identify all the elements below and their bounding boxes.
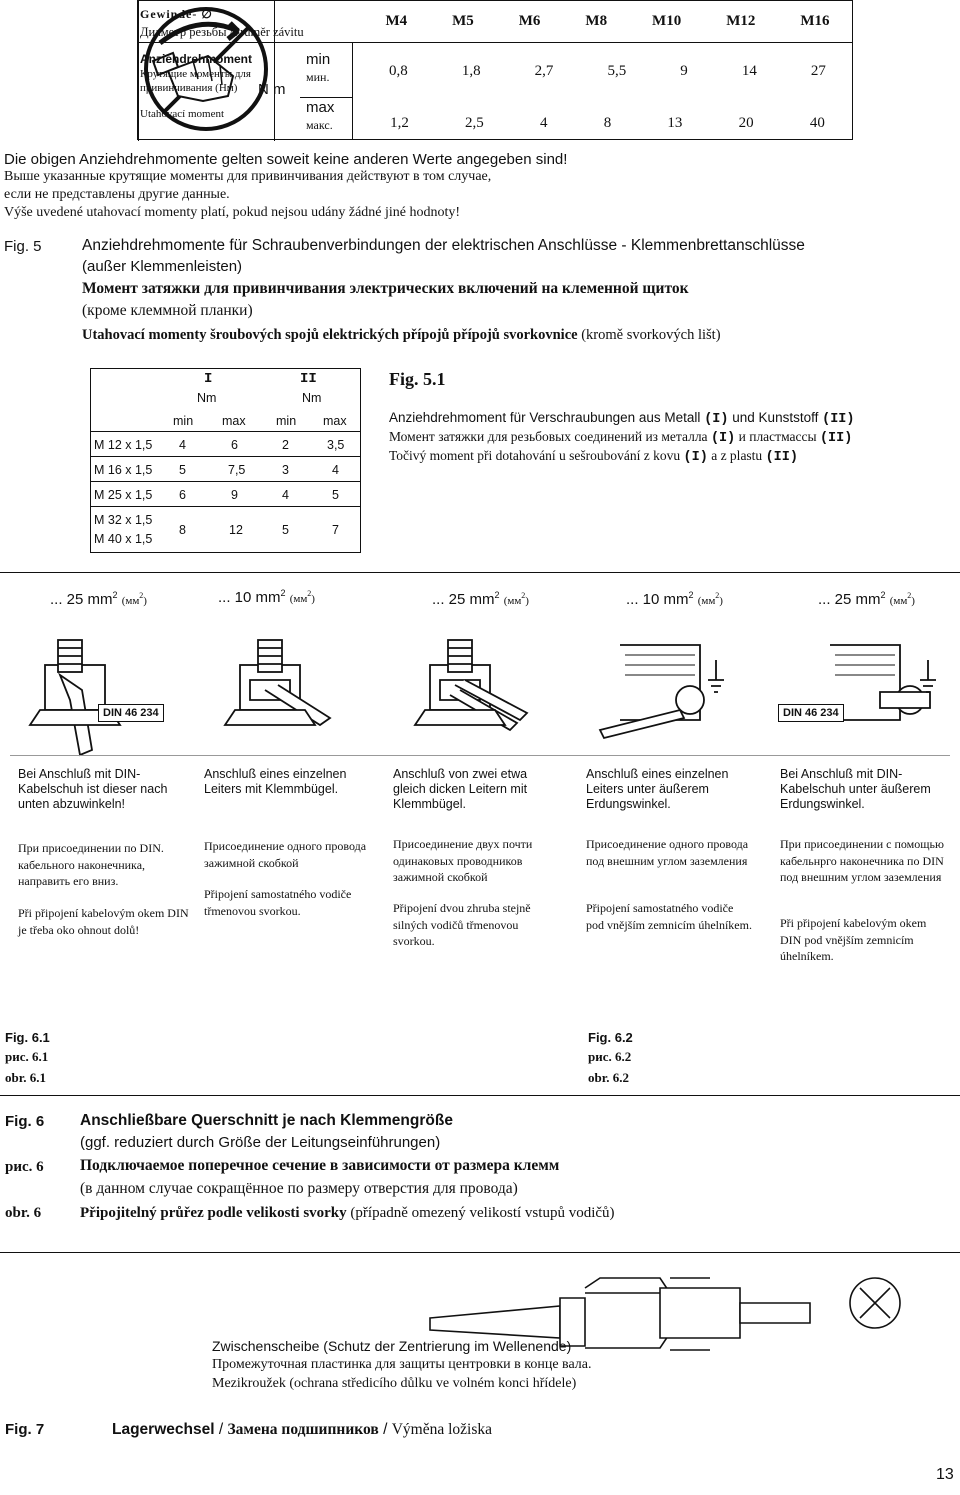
max-value-cell: 40 — [809, 115, 825, 131]
group-i-unit: Nm — [197, 391, 217, 405]
fig62-ru: рис. 6.2 — [588, 1049, 632, 1064]
diameter-symbol: ∅ — [201, 7, 213, 21]
col-max-2: max — [323, 414, 347, 428]
fig6-title-cz: Připojitelný průřez podle velikosti svorky — [80, 1205, 347, 1221]
fig5-subtitle-cz: (kromě svorkových lišt) — [581, 327, 721, 343]
torque-label-de: Anziehdrehmoment — [140, 52, 253, 66]
fig51-ru — [389, 429, 852, 446]
value-cell: 3,5 — [327, 438, 345, 452]
desc-cz-4: Připojení samostatného vodiče pod vnějším zemnicím úhelníkem. — [586, 901, 752, 932]
fig51-de-text: und Kunststoff — [732, 410, 819, 425]
col-max-1: max — [222, 414, 246, 428]
separator: / — [383, 1421, 388, 1438]
cross-section-3 — [432, 590, 529, 608]
max-label: max — [306, 99, 335, 116]
fig5-subtitle-de: (außer Klemmenleisten) — [82, 258, 243, 275]
superscript: 2 — [521, 591, 526, 600]
fig7-caption-ru: Промежуточная пластинка для защиты центровки в конце вала. — [212, 1357, 592, 1372]
desc-de-4: Anschluß eines einzelnen Leiters unter äußerem Erdungswinkel. — [586, 767, 729, 811]
max-value-cell: 2,5 — [465, 115, 484, 131]
fig5-title-cz: Utahovací momenty šroubových spojů elektrických přípojů přípojů svorkovnice — [82, 327, 578, 343]
desc-cz-5: Při připojení kabelovým okem DIN pod vnějším zemnicím úhelníkem. — [780, 916, 927, 963]
size-cell: M4 — [385, 13, 408, 29]
cross-section-ru: (мм — [697, 595, 716, 607]
metal-marker: (I) — [704, 412, 729, 427]
size-cell: M8 — [585, 13, 608, 29]
cross-section-value: ... 10 mm — [218, 589, 281, 606]
size-cell: M5 — [452, 13, 474, 29]
fig6-label-de: Fig. 6 — [5, 1113, 45, 1130]
terminal-earth-angle-icon — [600, 645, 724, 738]
superscript: 2 — [307, 589, 312, 598]
desc-de-3: Anschluß von zwei etwa gleich dicken Leitern mit Klemmbügel. — [393, 767, 528, 811]
paren: ) — [311, 593, 315, 605]
desc-cz-1: Při připojení kabelovým okem DIN je třeba oko ohnout dolů! — [18, 906, 189, 937]
max-value-cell: 4 — [540, 115, 548, 131]
torque-unit: N m — [258, 81, 286, 98]
superscript: 2 — [688, 590, 694, 600]
cross-section-1 — [50, 590, 147, 608]
size-cell: M12 — [726, 13, 756, 29]
paren: ) — [911, 595, 915, 607]
min-value-cell: 0,8 — [389, 63, 408, 79]
value-cell: 4 — [282, 488, 289, 502]
cross-section-value: ... 10 mm — [626, 591, 689, 608]
superscript: 2 — [112, 590, 118, 600]
fig7-title-ru: Замена подшипников — [227, 1421, 379, 1438]
cross-section-ru: (мм — [121, 595, 140, 607]
value-cell: 7 — [332, 523, 339, 537]
max-label-ru: макс. — [306, 118, 333, 132]
fig51-cz-text: a z plastu — [711, 448, 763, 463]
note-ru-line2: если не представлены другие данные. — [4, 187, 230, 202]
desc-ru-5: При присоединении с помощью кабельнрго наконечника по DIN под внешним углом заземления — [780, 837, 944, 884]
size-cell: M16 — [800, 13, 830, 29]
thread-sizes-row — [363, 13, 852, 30]
fig61-cz: obr. 6.1 — [5, 1070, 47, 1085]
max-values-row — [362, 115, 853, 132]
size-cell: M 40 x 1,5 — [94, 532, 153, 546]
desc-de-2: Anschluß eines einzelnen Leiters mit Klemmbügel. — [204, 767, 347, 796]
fig51-ru-text: Момент затяжки для резьбовых соединений из металла — [389, 429, 708, 444]
size-cell: M 12 x 1,5 — [94, 438, 153, 452]
separator: / — [218, 1421, 224, 1438]
thread-header-de: Gewinde- — [140, 7, 198, 21]
terminal-two-wires-icon — [415, 640, 527, 730]
fig7-title — [112, 1421, 492, 1439]
col-min-1: min — [173, 414, 194, 428]
desc-cz-2: Připojení samostatného vodiče třmenovou svorkou. — [204, 887, 352, 918]
fig51-cz — [389, 448, 798, 465]
fig5-subtitle-ru: (кроме клеммной планки) — [82, 302, 253, 319]
fig5-label: Fig. 5 — [4, 238, 42, 255]
thread-header-ru-cz: Диаметр резьбы /Průměr závitu — [140, 25, 304, 39]
superscript: 2 — [494, 590, 500, 600]
value-cell: 6 — [231, 438, 238, 452]
terminal-single-wire-icon — [225, 640, 330, 725]
paren: ) — [143, 595, 147, 607]
min-values-row — [362, 63, 853, 80]
metal-marker: (I) — [710, 431, 736, 446]
value-cell: 9 — [231, 488, 238, 502]
fig7-caption-cz: Mezikroužek (ochrana středicího důlku ve volném konci hřídele) — [212, 1376, 577, 1391]
size-cell: M6 — [518, 13, 541, 29]
value-cell: 5 — [332, 488, 339, 502]
group-ii-unit: Nm — [302, 391, 322, 405]
min-value-cell: 27 — [810, 63, 826, 79]
min-value-cell: 2,7 — [534, 63, 554, 79]
terminal-cable-lug-icon — [30, 640, 120, 755]
superscript: 2 — [907, 591, 912, 600]
cross-section-value: ... 25 mm — [432, 591, 495, 608]
fig6-label-cz: obr. 6 — [5, 1205, 42, 1221]
min-value-cell: 1,8 — [461, 63, 481, 79]
fig6-title-ru: Подключаемое поперечное сечение в зависимости от размера клемм — [80, 1157, 560, 1174]
plastic-marker: (II) — [819, 431, 853, 446]
torque-label-ru: Крутящие моменты для привинчивания (Нм) — [140, 68, 251, 94]
size-cell: M10 — [652, 13, 682, 29]
value-cell: 12 — [229, 523, 243, 537]
cross-section-ru: (мм — [289, 593, 308, 605]
fig6-sub-de: (ggf. reduziert durch Größe der Leitungseinführungen) — [80, 1134, 441, 1151]
fig5-title-ru: Момент затяжки для привинчивания электрических включений на клеменной щиток — [82, 280, 689, 297]
torque-label-cz: Utahovací moment — [140, 108, 225, 120]
note-de: Die obigen Anziehdrehmomente gelten soweit keine anderen Werte angegeben sind! — [4, 151, 568, 168]
superscript: 2 — [280, 588, 286, 598]
value-cell: 5 — [179, 463, 186, 477]
terminal-earth-lug-icon — [830, 645, 936, 720]
desc-cz-3: Připojení dvou zhruba stejně silných vodičů třmenovou svorkou. — [393, 901, 531, 948]
min-value-cell: 14 — [741, 63, 757, 79]
paren: ) — [525, 595, 529, 607]
max-value-cell: 8 — [603, 115, 612, 131]
note-ru-line1: Выше указанные крутящие моменты для привинчивания действуют в том случае, — [4, 169, 492, 184]
desc-ru-1: При присоединении по DIN. кабельного наконечника, направить его вниз. — [18, 841, 164, 888]
fig51-label: Fig. 5.1 — [389, 369, 446, 389]
fig61-de: Fig. 6.1 — [5, 1030, 50, 1045]
value-cell: 6 — [179, 488, 186, 502]
fig51-cz-text: Točivý moment při dotahování u sešroubování z kovu — [389, 448, 681, 463]
value-cell: 5 — [282, 523, 289, 537]
fig7-title-de: Lagerwechsel — [112, 1421, 215, 1438]
value-cell: 3 — [282, 463, 289, 477]
col-min-2: min — [276, 414, 297, 428]
fig62-de: Fig. 6.2 — [588, 1030, 633, 1045]
no-lever-icon — [850, 1278, 900, 1328]
desc-ru-4: Присоединение одного провода под внешним углом заземления — [586, 837, 749, 868]
fig6-sub-ru: (в данном случае сокращённое по размеру отверстия для провода) — [80, 1180, 518, 1197]
cross-section-4 — [626, 590, 723, 608]
min-value-cell: 5,5 — [607, 63, 627, 79]
group-ii-header: II — [300, 371, 317, 387]
desc-ru-3: Присоединение двух почти одинаковых проводников зажимной скобкой — [393, 837, 533, 884]
plastic-marker: (II) — [822, 412, 855, 427]
group-i-header: I — [204, 371, 213, 387]
plastic-marker: (II) — [765, 450, 798, 465]
din-label-1: DIN 46 234 — [98, 704, 164, 722]
fig7-title-cz: Výměna ložiska — [391, 1421, 492, 1438]
value-cell: 4 — [179, 438, 186, 452]
din-label-2: DIN 46 234 — [778, 704, 844, 722]
cross-section-2 — [218, 588, 315, 606]
value-cell: 4 — [332, 463, 339, 477]
cross-section-value: ... 25 mm — [818, 591, 881, 608]
desc-de-5: Bei Anschluß mit DIN- Kabelschuh unter äußerem Erdungswinkel. — [780, 767, 931, 811]
size-cell: M 25 x 1,5 — [94, 488, 153, 502]
value-cell: 7,5 — [228, 463, 246, 477]
fig62-cz: obr. 6.2 — [588, 1070, 630, 1085]
cross-section-ru: (мм — [889, 595, 908, 607]
fig51-de — [389, 410, 855, 427]
fig5-title-de: Anziehdrehmomente für Schraubenverbindungen der elektrischen Anschlüsse - Klemmenbrettanschlüsse — [82, 237, 805, 254]
fig61-ru: рис. 6.1 — [5, 1049, 49, 1064]
gland-torque-table — [90, 368, 361, 553]
metal-marker: (I) — [683, 450, 708, 465]
max-value-cell: 20 — [738, 115, 754, 131]
fig51-de-text: Anziehdrehmoment für Verschraubungen aus Metall — [389, 410, 701, 425]
superscript: 2 — [715, 591, 720, 600]
max-value-cell: 1,2 — [390, 115, 409, 131]
fig7-caption-de: Zwischenscheibe (Schutz der Zentrierung im Wellenende) — [212, 1338, 572, 1354]
fig6-label-ru: рис. 6 — [5, 1159, 44, 1175]
superscript: 2 — [139, 591, 144, 600]
size-cell: M 16 x 1,5 — [94, 463, 153, 477]
desc-de-1: Bei Anschluß mit DIN- Kabelschuh ist dieser nach unten abzuwinkeln! — [18, 767, 168, 811]
fig7-label: Fig. 7 — [5, 1421, 45, 1438]
size-cell: M 32 x 1,5 — [94, 513, 153, 527]
cross-section-ru: (мм — [503, 595, 522, 607]
fig6-sub-cz: (případně omezený velikostí vstupů vodičů) — [350, 1205, 615, 1221]
paren: ) — [719, 595, 723, 607]
superscript: 2 — [880, 590, 886, 600]
value-cell: 8 — [179, 523, 186, 537]
cross-section-5 — [818, 590, 915, 608]
cross-section-value: ... 25 mm — [50, 591, 113, 608]
note-cz: Výše uvedené utahovací momenty platí, pokud nejsou udány žádné jiné hodnoty! — [4, 205, 461, 220]
page-number: 13 — [936, 1466, 954, 1483]
fig51-ru-text: и пластмассы — [738, 429, 817, 444]
max-value-cell: 13 — [667, 115, 683, 131]
desc-ru-2: Присоединение одного провода зажимной скобкой — [204, 839, 367, 870]
terminal-drawings — [0, 630, 960, 760]
min-label-ru: мин. — [306, 70, 330, 84]
min-value-cell: 9 — [680, 63, 688, 79]
value-cell: 2 — [282, 438, 289, 452]
fig6-title-de: Anschließbare Querschnitt je nach Klemmengröße — [80, 1112, 453, 1129]
min-label: min — [306, 51, 331, 68]
